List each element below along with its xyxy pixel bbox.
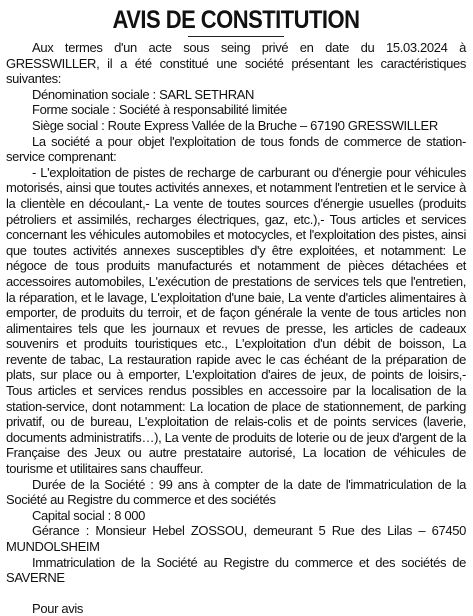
- title-underline: [188, 36, 284, 37]
- objet-detail-paragraph: - L'exploitation de pistes de recharge de carburant ou d'énergie pour véhicules motorisés, ainsi que toutes activités annexes, et notamment l'entretien et le service à la clientèle en découlant,- La vente de toutes sources d'énergie usuelles (produits pétroliers et assimilés, recharges électriques, gaz, etc.),- Tous articles et services concernant les véhicules automobiles et motocycles, et l'exploitation des pistes, ainsi que toutes activités annexes susceptibles d'y être exploitées, et notamment: Le négoce de tous produits manufacturés et notamment de pièces détachées et accessoires automobiles, L'exécution de prestations de services tels que l'entretien, la réparation, et le lavage, L'exploitation d'une baie, La vente d'articles alimentaires à emporter, de produits du terroir, et de façon générale la vente de tous articles non alimentaires tels que les journaux et revues de presse, les articles de cadeaux souvenirs et produits touristiques etc., L'exploitation d'un débit de boisson, La revente de tabac, La restauration rapide avec le cas échéant de la préparation de plats, sur place ou à emporter, L'exploitation d'aires de jeux, de points de loisirs,- Tous articles et services rendus possibles en accessoire par la localisation de la station-service, dont notamment: La location de place de stationnement, de parking privatif, ou de bureau, L'exploitation de relais-colis et de points services (laverie, documents administratifs…), La vente de produits de loterie ou de jeux d'argent de la Française des Jeux ou autre prestataire autorisé, La location de véhicules de tourisme et utilitaires sans chauffeur.: [6, 164, 466, 477]
- capital-line: Capital social : 8 000: [32, 507, 145, 523]
- intro-paragraph: Aux termes d'un acte sous seing privé en date du 15.03.2024 à GRESSWILLER, il a été constitué une société présentant les caractéristiques suivantes:: [6, 40, 466, 87]
- gerance-paragraph: Gérance : Monsieur Hebel ZOSSOU, demeurant 5 Rue des Lilas – 67450 MUNDOLSHEIM: [6, 523, 466, 554]
- notice-body: [6, 40, 466, 616]
- spacer: [6, 586, 466, 601]
- siege-line: Siège social : Route Express Vallée de la Bruche – 67190 GRESSWILLER: [32, 117, 438, 133]
- notice-title: AVIS DE CONSTITUTION: [112, 6, 360, 34]
- immatriculation-paragraph: Immatriculation de la Société au Registre du commerce et des sociétés de SAVERNE: [6, 554, 466, 586]
- duree-paragraph: Durée de la Société : 99 ans à compter de la date de l'immatriculation de la Société au Registre du commerce et des sociétés: [6, 476, 466, 508]
- closing-line: Pour avis: [32, 600, 84, 616]
- forme-line: Forme sociale : Société à responsabilité limitée: [32, 102, 287, 118]
- legal-notice: [0, 6, 473, 616]
- denomination-line: Dénomination sociale : SARL SETHRAN: [32, 86, 255, 102]
- objet-intro-paragraph: La société a pour objet l'exploitation de tous fonds de commerce de station-service comprenant:: [6, 133, 466, 165]
